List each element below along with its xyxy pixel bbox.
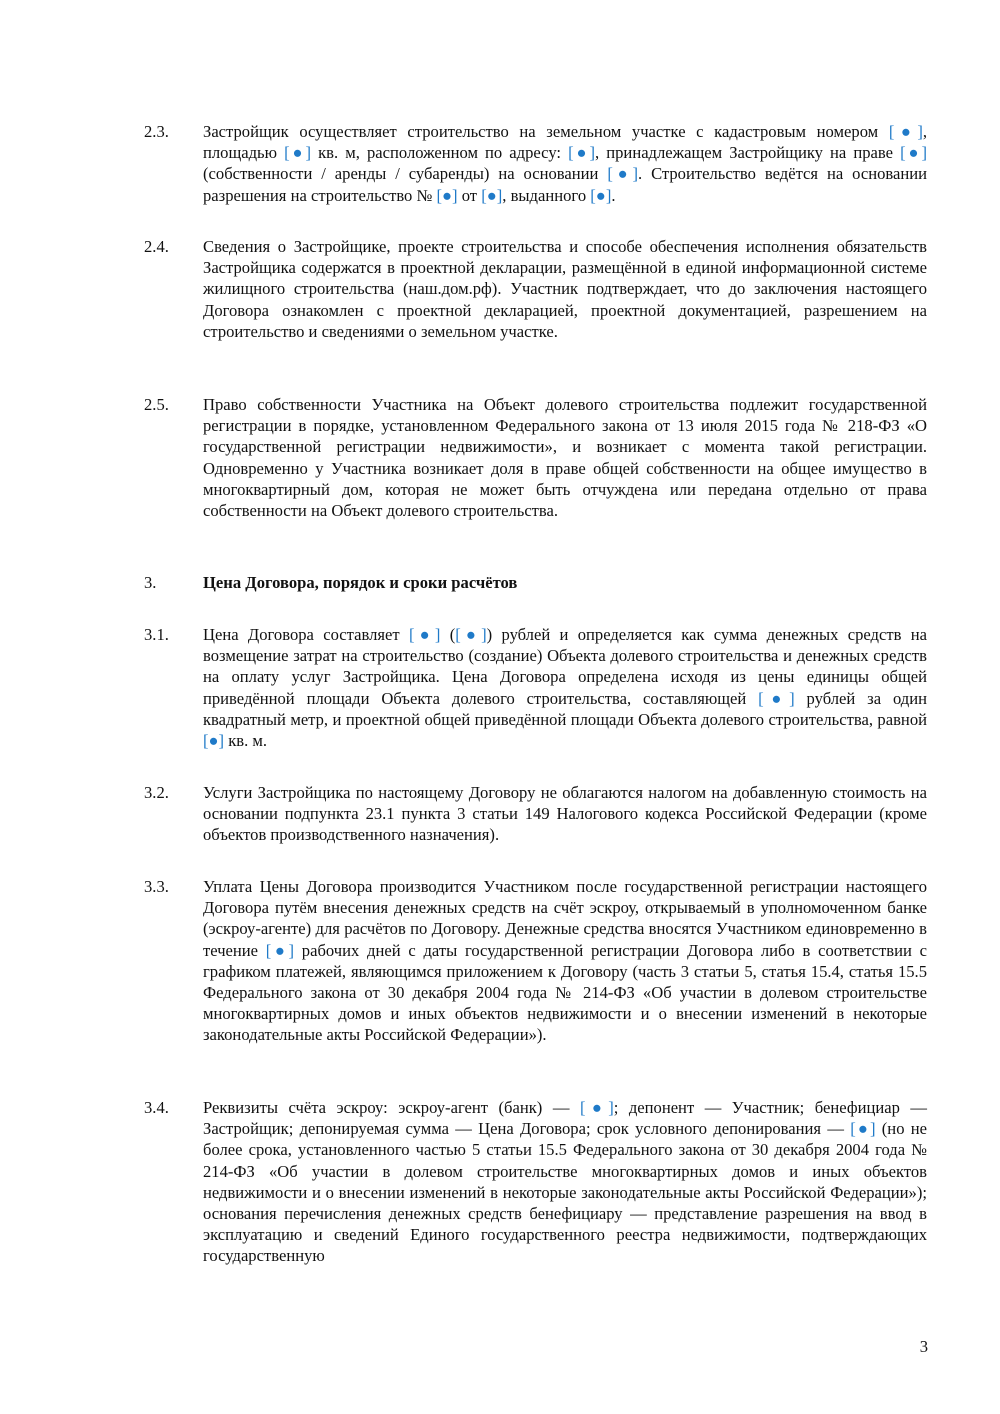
placeholder-marker: [●] (590, 185, 612, 205)
clause-text: Сведения о Застройщике, проекте строительства и способе обеспечения исполнения обязательств Застройщика содержатся в проектной декларации, размещённой в единой информационной системе жилищного строительства (наш.дом.рф). Участник подтверждает, что до заключения настоящего Договора ознакомлен с проектной декларацией, проектной документацией, разрешением на строительство и сведениями о земельном участке. (203, 237, 927, 341)
clause-number: 3.3. (144, 877, 169, 896)
page-number: 3 (919, 1337, 928, 1356)
clause-number: 3.2. (144, 783, 169, 802)
placeholder-marker: [●] (888, 122, 923, 141)
placeholder-marker: [●] (568, 143, 596, 163)
clause-number: 2.3. (144, 122, 169, 141)
clause-number: 3.4. (144, 1098, 169, 1117)
clause-text: Застройщик осуществляет строительство на земельном участке с кадастровым номером [●], площадью [●] кв. м, расположенном по адресу: [●], принадлежащем Застройщику на праве [●] (собственности / аренды / субаренды) на основании [●]. Строительство ведётся на основании разрешения на строительство № [●] от [●], выданного [●]. (203, 122, 928, 205)
placeholder-marker: [●] (436, 185, 458, 205)
placeholder-marker: [●] (203, 731, 225, 751)
section-number: 3. (144, 573, 157, 592)
placeholder-marker: [●] (455, 625, 487, 644)
section-title: Цена Договора, порядок и сроки расчётов (203, 573, 518, 592)
clause-text: Реквизиты счёта эскроу: эскроу-агент (банк) — [●]; депонент — Участник; бенефициар — Застройщик; депонируемая сумма — Цена Договора; срок условного депонирования — [●] (но не более срока, установленного частью 5 статьи 15.5 Федерального закона от 30 декабря 2004 года № 214-ФЗ «Об участии в долевом строительстве многоквартирных домов и иных объектов недвижимости и о внесении изменений в некоторые законодательные акты Российской Федерации»); основания перечисления денежных средств бенефициару — представление разрешения на ввод в эксплуатацию и сведений Единого государственного реестра недвижимости, подтверждающих государственную (203, 1098, 928, 1266)
placeholder-marker: [●] (579, 1098, 614, 1117)
placeholder-marker: [●] (607, 164, 638, 184)
placeholder-marker: [●] (265, 940, 295, 960)
placeholder-marker: [●] (284, 143, 312, 163)
placeholder-marker: [●] (900, 143, 928, 163)
placeholder-marker: [●] (481, 185, 503, 205)
clause-number: 3.1. (144, 625, 169, 644)
placeholder-marker: [●] (850, 1119, 876, 1139)
placeholder-marker: [●] (758, 688, 795, 708)
clause-text: Цена Договора составляет [●] ([●]) рублей и определяется как сумма денежных средств на возмещение затрат на строительство (создание) Объекта долевого строительства и денежных средств на оплату услуг Застройщика. Цена Договора определена исходя из цены единицы общей приведённой площади Объекта долевого строительства, составляющей [●] рублей за один квадратный метр, и проектной общей приведённой площади Объекта долевого строительства, равной [●] кв. м. (203, 625, 927, 751)
clause-text: Услуги Застройщика по настоящему Договору не облагаются налогом на добавленную стоимость на основании подпункта 23.1 пункта 3 статьи 149 Налогового кодекса Российской Федерации (кроме объектов производственного назначения). (203, 783, 927, 845)
clause-number: 2.5. (144, 395, 169, 414)
clause-text: Уплата Цены Договора производится Участником после государственной регистрации настоящего Договора путём внесения денежных средств на счёт эскроу, открываемый в уполномоченном банке (эскроу-агенте) для расчётов по Договору. Денежные средства вносятся Участником единовременно в течение [●] рабочих дней с даты государственной регистрации Договора либо в соответствии с графиком платежей, являющимся приложением к Договору (часть 3 статьи 5, статья 15.4, статья 15.5 Федерального закона от 30 декабря 2004 года № 214-ФЗ «Об участии в долевом строительстве многоквартирных домов и иных объектов недвижимости и о внесении изменений в некоторые законодательные акты Российской Федерации»). (203, 877, 927, 1045)
placeholder-marker: [●] (408, 625, 441, 644)
clause-number: 2.4. (144, 237, 169, 256)
clause-text: Право собственности Участника на Объект долевого строительства подлежит государственной регистрации в порядке, установленном Федерального закона от 13 июля 2015 года № 218-ФЗ «О государственной регистрации недвижимости», и возникает с момента такой регистрации. Одновременно у Участника возникает доля в праве общей собственности на общее имущество в многоквартирный дом, которая не может быть отчуждена или передана отдельно от права собственности на Объект долевого строительства. (203, 395, 927, 521)
